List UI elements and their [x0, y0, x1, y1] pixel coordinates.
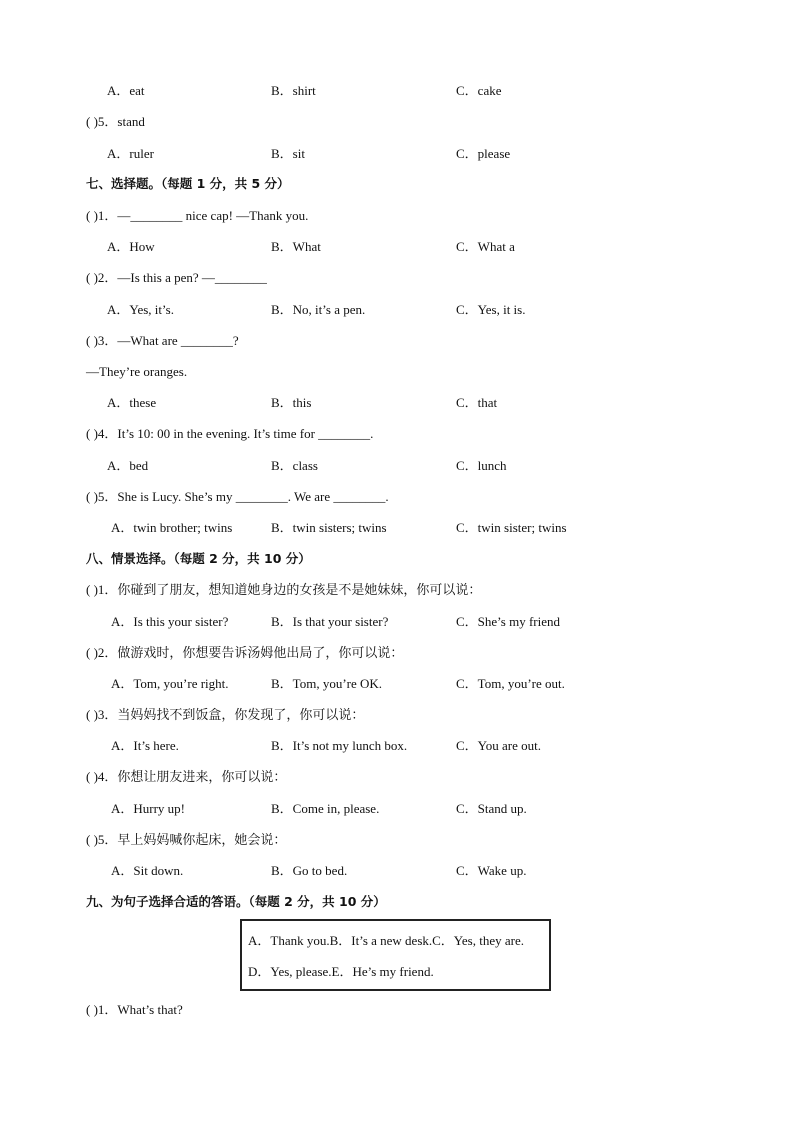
option-c: C．You are out. [456, 738, 541, 753]
option-a: A．Tom, you’re right. [111, 676, 229, 691]
option-a: A．It’s here. [111, 738, 179, 753]
option-b: B．twin sisters; twins [271, 520, 387, 535]
option-b: B．this [271, 395, 312, 410]
s8-question-2: ( )2．做游戏时，你想要告诉汤姆他出局了，你可以说： [86, 645, 404, 660]
s7-question-5: ( )5．She is Lucy. She’s my ________. We are ________. [86, 489, 389, 504]
question-5-stem: ( )5．stand [86, 114, 145, 129]
answer-choices-line-2: D．Yes, please.E．He’s my friend. [248, 964, 434, 979]
option-a: A．bed [107, 458, 149, 473]
option-b: B．class [271, 458, 318, 473]
option-a: A．these [107, 395, 157, 410]
section-8-title: 八、情景选择。（每题 2 分，共 10 分） [86, 551, 311, 566]
s7-question-1: ( )1．—________ nice cap! —Thank you. [86, 208, 309, 223]
s7-question-3: ( )3．—What are ________? [86, 333, 239, 348]
option-a: A．ruler [107, 146, 154, 161]
option-c: C．Yes, it is. [456, 302, 526, 317]
option-a: A．eat [107, 83, 145, 98]
s7-question-3-answer: —They’re oranges. [86, 364, 188, 379]
option-b: B．No, it’s a pen. [271, 302, 366, 317]
option-c: C．Wake up. [456, 863, 527, 878]
option-b: B．It’s not my lunch box. [271, 738, 408, 753]
option-a: A．Is this your sister? [111, 614, 229, 629]
option-b: B．What [271, 239, 321, 254]
option-b: B．sit [271, 146, 305, 161]
option-b: B．Is that your sister? [271, 614, 389, 629]
option-c: C．lunch [456, 458, 507, 473]
option-c: C．twin sister; twins [456, 520, 567, 535]
option-a: A．Sit down. [111, 863, 184, 878]
answer-choices-line-1: A．Thank you.B．It’s a new desk.C．Yes, they are. [248, 933, 524, 948]
option-a: A．twin brother; twins [111, 520, 233, 535]
option-a: A．Hurry up! [111, 801, 186, 816]
s8-question-1: ( )1．你碰到了朋友，想知道她身边的女孩是不是她妹妹，你可以说： [86, 582, 482, 597]
option-b: B．Tom, you’re OK. [271, 676, 383, 691]
s8-question-4: ( )4．你想让朋友进来，你可以说： [86, 769, 287, 784]
s7-question-2: ( )2．—Is this a pen? —________ [86, 270, 267, 285]
s7-question-4: ( )4．It’s 10: 00 in the evening. It’s time for ________. [86, 426, 374, 441]
option-a: A．How [107, 239, 155, 254]
option-a: A．Yes, it’s. [107, 302, 174, 317]
option-c: C．that [456, 395, 498, 410]
option-c: C．please [456, 146, 511, 161]
s9-question-1: ( )1．What’s that? [86, 1002, 183, 1017]
section-7-title: 七、选择题。（每题 1 分，共 5 分） [86, 176, 290, 191]
option-c: C．Tom, you’re out. [456, 676, 565, 691]
option-b: B．shirt [271, 83, 316, 98]
s8-question-5: ( )5．早上妈妈喊你起床，她会说： [86, 832, 287, 847]
option-b: B．Come in, please. [271, 801, 380, 816]
section-9-title: 九、为句子选择合适的答语。（每题 2 分，共 10 分） [86, 894, 386, 909]
option-c: C．cake [456, 83, 502, 98]
answer-choices-box [240, 919, 551, 991]
s8-question-3: ( )3．当妈妈找不到饭盒，你发现了，你可以说： [86, 707, 365, 722]
option-b: B．Go to bed. [271, 863, 348, 878]
option-c: C．What a [456, 239, 515, 254]
option-c: C．Stand up. [456, 801, 527, 816]
option-c: C．She’s my friend [456, 614, 560, 629]
